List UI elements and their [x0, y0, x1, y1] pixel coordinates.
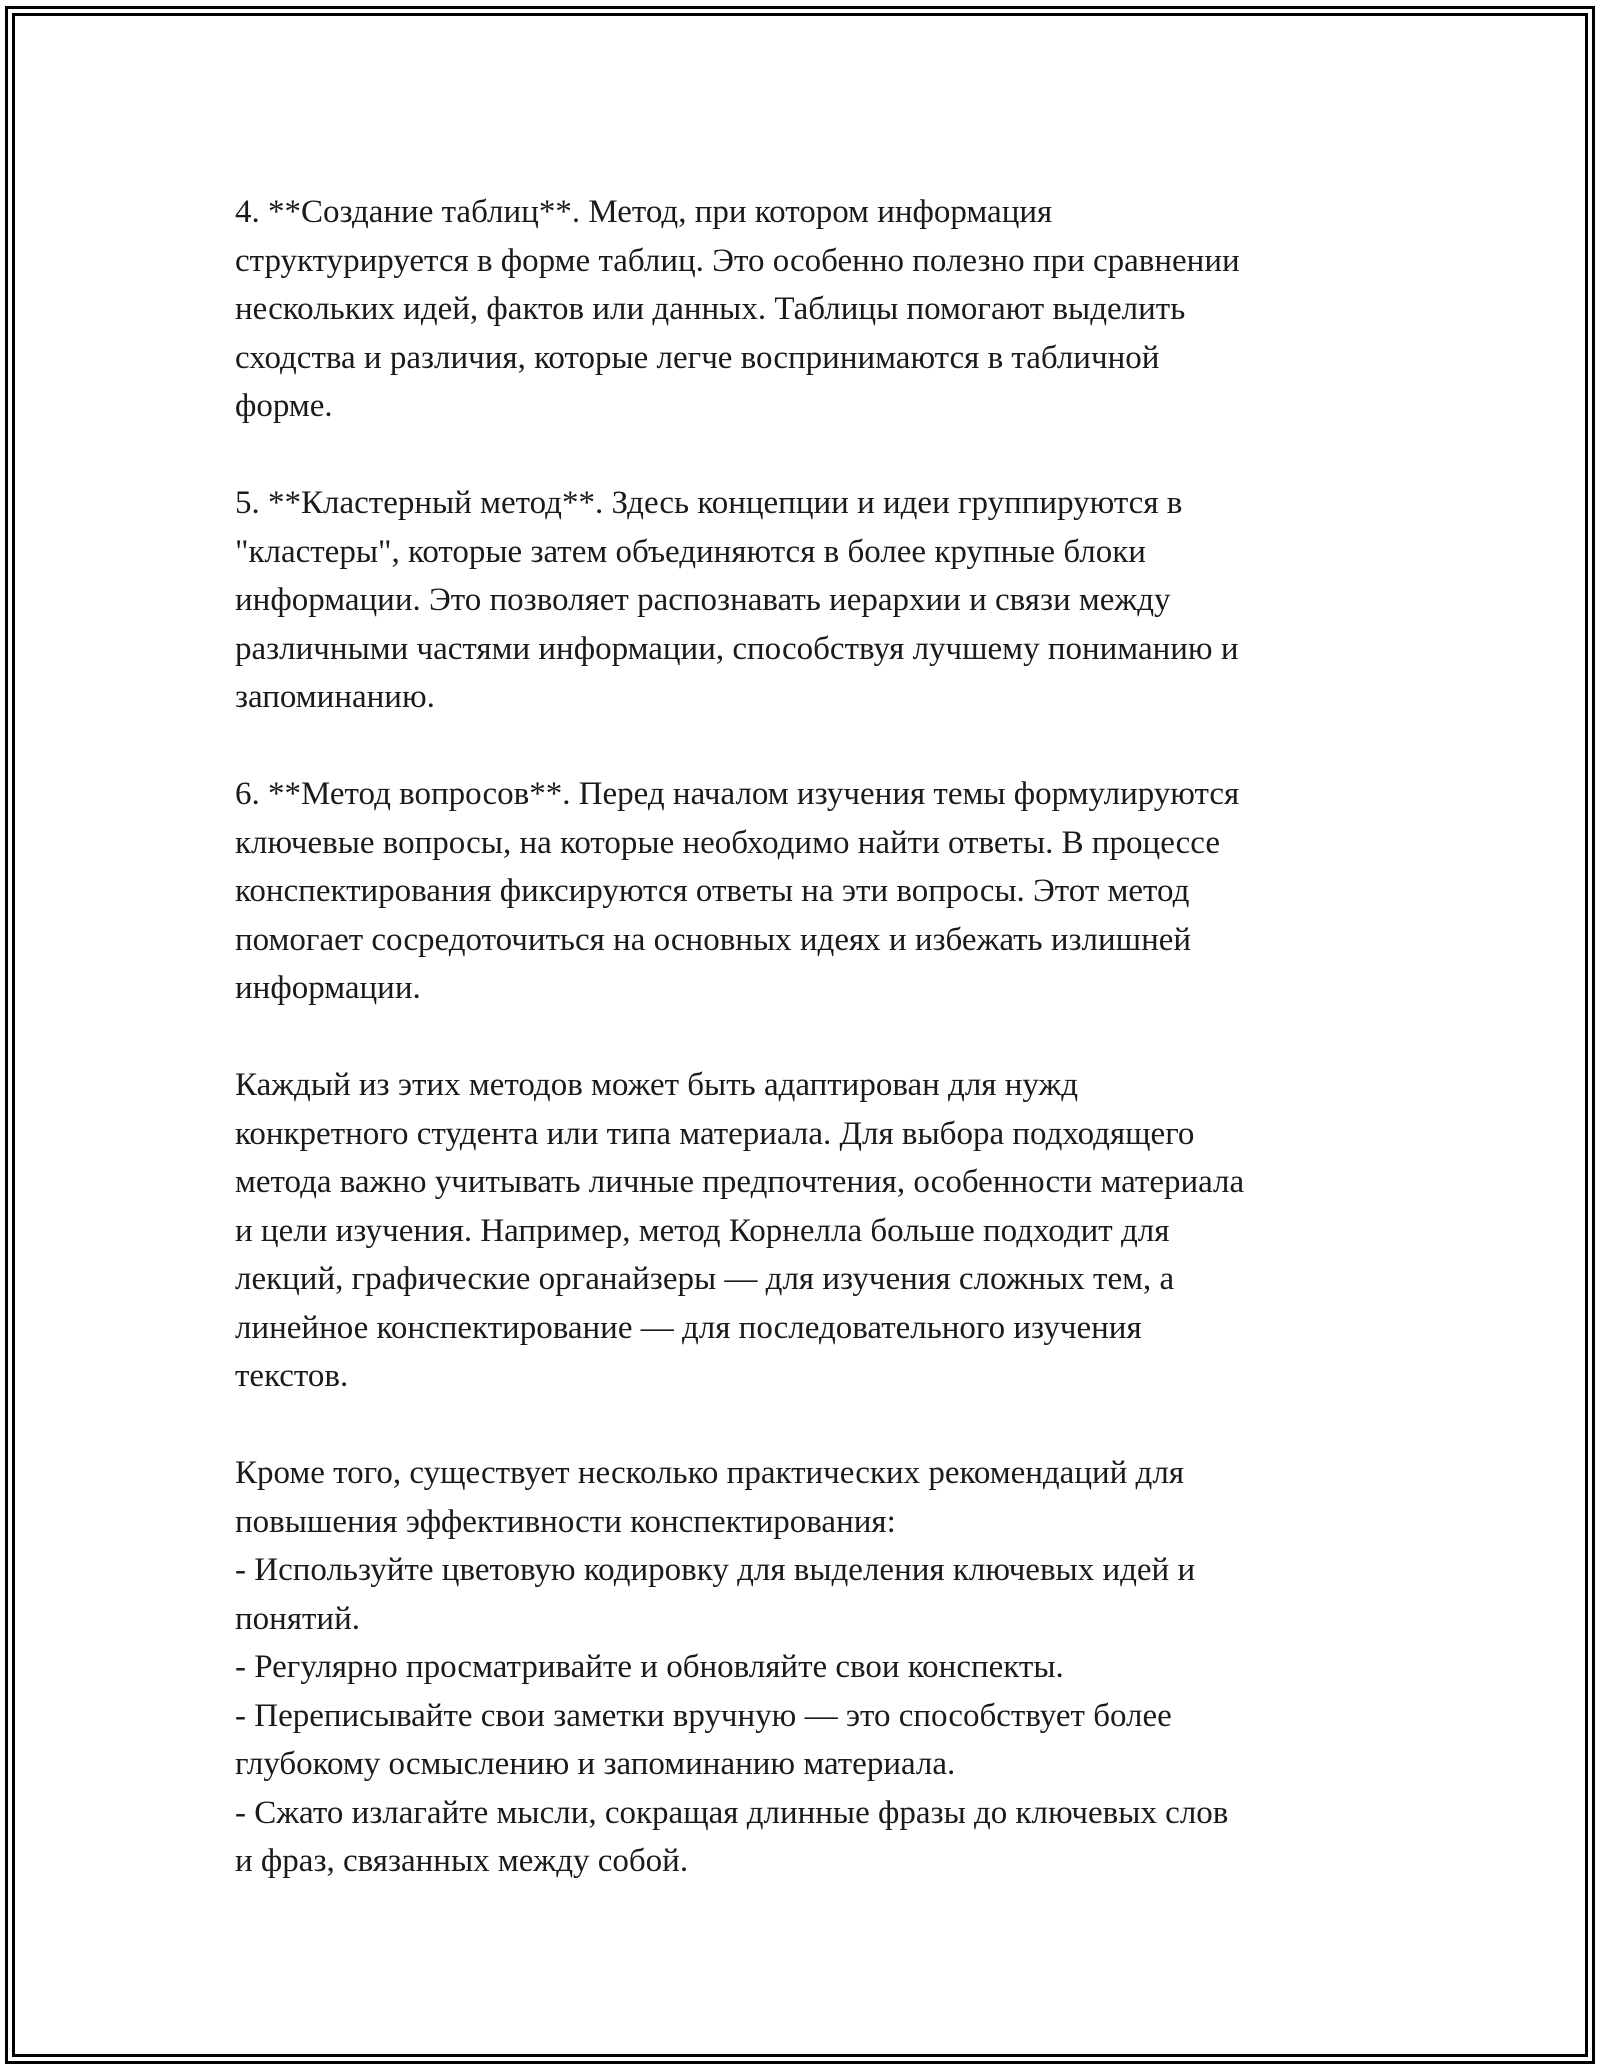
text-line: форме. — [235, 388, 333, 424]
text-line: - Сжато излагайте мысли, сокращая длинные фразы до ключевых слов — [235, 1794, 1229, 1831]
text-line: 4. **Создание таблиц**. Метод, при котором информация — [235, 194, 1053, 230]
text-line: сходства и различия, которые легче воспринимаются в табличной — [235, 339, 1160, 376]
text-line: - Используйте цветовую кодировку для выделения ключевых идей и — [235, 1552, 1196, 1588]
text-line: "кластеры", которые затем объединяются в более крупные блоки — [235, 533, 1146, 570]
text-line: 5. **Кластерный метод**. Здесь концепции и идеи группируются в — [235, 485, 1183, 521]
text-line: Каждый из этих методов может быть адаптирован для нужд — [235, 1067, 1079, 1103]
text-line: запоминанию. — [235, 679, 435, 715]
text-line: нескольких идей, фактов или данных. Таблицы помогают выделить — [235, 291, 1186, 327]
text-line: - Переписывайте свои заметки вручную — это способствует более — [235, 1697, 1172, 1734]
text-line: различными частями информации, способствуя лучшему пониманию и — [235, 630, 1239, 667]
text-line: метода важно учитывать личные предпочтения, особенности материала — [235, 1164, 1245, 1200]
text-line: текстов. — [235, 1358, 349, 1394]
paragraph — [235, 1449, 1385, 1886]
text-line: и фраз, связанных между собой. — [235, 1843, 689, 1879]
paragraph — [235, 1061, 1385, 1401]
text-line: помогает сосредоточиться на основных идеях и избежать излишней — [235, 921, 1192, 958]
text-line: повышения эффективности конспектирования: — [235, 1503, 896, 1540]
text-line: и цели изучения. Например, метод Корнелла больше подходит для — [235, 1212, 1170, 1249]
text-line: - Регулярно просматривайте и обновляйте свои конспекты. — [235, 1649, 1064, 1685]
paragraph — [235, 188, 1385, 431]
text-line: конспектирования фиксируются ответы на эти вопросы. Этот метод — [235, 873, 1190, 909]
document-body — [235, 188, 1385, 1934]
text-line: информации. Это позволяет распознавать иерархии и связи между — [235, 582, 1171, 618]
text-line: информации. — [235, 970, 421, 1006]
paragraph — [235, 770, 1385, 1013]
text-line: глубокому осмыслению и запоминанию материала. — [235, 1746, 956, 1782]
paragraph — [235, 479, 1385, 722]
text-line: понятий. — [235, 1600, 360, 1637]
text-line: ключевые вопросы, на которые необходимо найти ответы. В процессе — [235, 824, 1221, 861]
text-line: линейное конспектирование — для последовательного изучения — [235, 1309, 1142, 1346]
text-line: лекций, графические органайзеры — для изучения сложных тем, а — [235, 1261, 1175, 1297]
text-line: Кроме того, существует несколько практических рекомендаций для — [235, 1455, 1184, 1491]
text-line: конкретного студента или типа материала. Для выбора подходящего — [235, 1115, 1195, 1152]
text-line: структурируется в форме таблиц. Это особенно полезно при сравнении — [235, 242, 1240, 279]
text-line: 6. **Метод вопросов**. Перед началом изучения темы формулируются — [235, 776, 1240, 812]
